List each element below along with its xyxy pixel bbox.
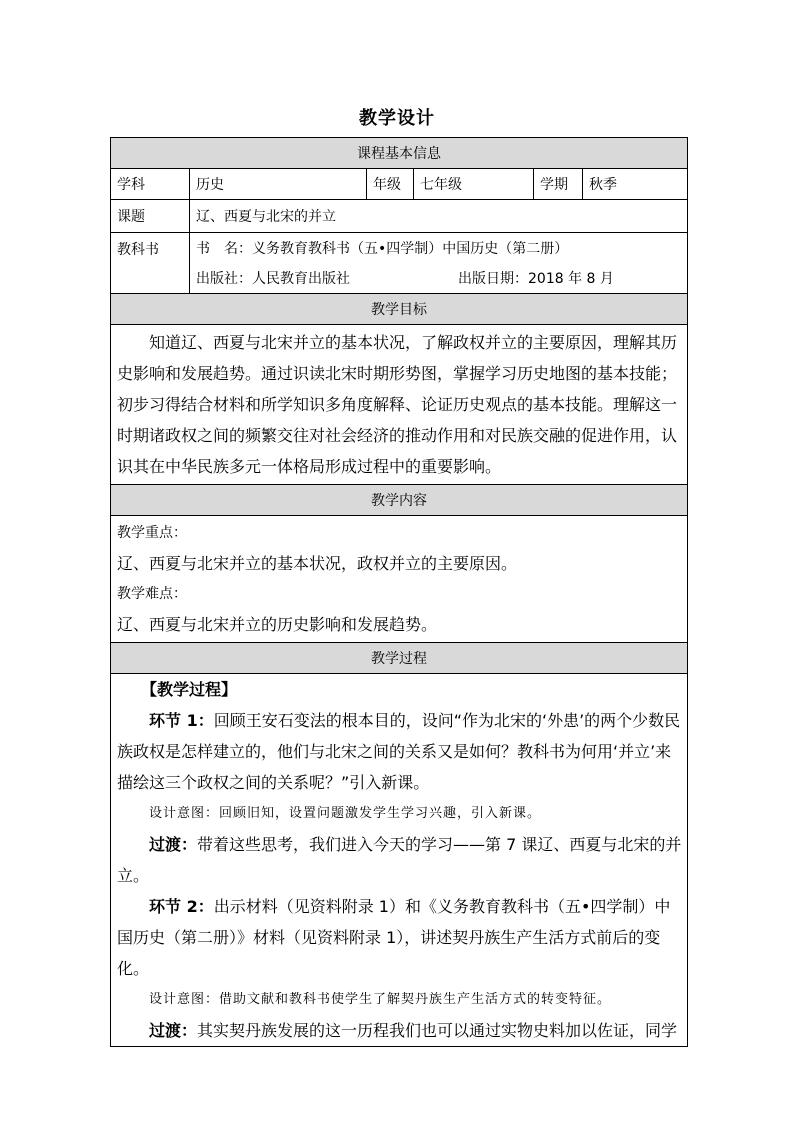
- subject-label: 学科: [111, 169, 190, 200]
- term-value: 秋季: [583, 169, 688, 200]
- textbook-details: [190, 233, 688, 294]
- page-title: 教学设计: [359, 108, 435, 129]
- textbook-label: 教科书: [111, 233, 190, 294]
- difficulty-text: 辽、西夏与北宋并立的历史影响和发展趋势。: [117, 615, 438, 634]
- transition1-label: 过渡：: [149, 835, 198, 854]
- step2-label: 环节 2：: [149, 897, 214, 916]
- key-points-label: 教学重点：: [117, 525, 187, 541]
- process-header: 教学过程: [111, 643, 688, 674]
- transition1-text: 带着这些思考，我们进入今天的学习——第 7 课辽、西夏与北宋的并立。: [117, 835, 682, 885]
- process-body: [111, 674, 688, 1047]
- transition2-label: 过渡：: [149, 1021, 198, 1040]
- book-name: 书 名：义务教育教科书（五•四学制）中国历史（第二册）: [196, 241, 569, 257]
- step1-text: 回顾王安石变法的根本目的，设问“作为北宋的‘外患’的两个少数民族政权是怎样建立的，他们与北宋之间的关系又是如何？教科书为何用‘并立’来描绘这三个政权之间的关系呢？”引入新课。: [117, 711, 681, 792]
- key-points-text: 辽、西夏与北宋并立的基本状况，政权并立的主要原因。: [117, 554, 518, 573]
- transition2-text: 其实契丹族发展的这一历程我们也可以通过实物史料加以佐证，同学: [197, 1021, 678, 1040]
- subject-value: 历史: [190, 169, 367, 200]
- step2-text: 出示材料（见资料附录 1）和《义务教育教科书（五•四学制）中国历史（第二册）》材料（见资料附录 1），讲述契丹族生产生活方式前后的变化。: [117, 897, 671, 978]
- basic-info-header: 课程基本信息: [111, 138, 688, 169]
- design-intent-2: 设计意图：借助文献和教科书使学生了解契丹族生产生活方式的转变特征。: [149, 992, 612, 1007]
- content-header: 教学内容: [111, 485, 688, 516]
- topic-label: 课题: [111, 200, 190, 233]
- objectives-header: 教学目标: [111, 294, 688, 325]
- content-body: [111, 516, 688, 643]
- step2-paragraph: [117, 891, 683, 984]
- objectives-text: 知道辽、西夏与北宋并立的基本状况，了解政权并立的主要原因，理解其历史影响和发展趋势。通过识读北宋时期形势图，掌握学习历史地图的基本技能；初步习得结合材料和所学知识多角度解释、论证历史观点的基本技能。理解这一时期诸政权之间的频繁交往对社会经济的推动作用和对民族交融的促进作用，认识其在中华民族多元一体格局形成过程中的重要影响。: [111, 325, 688, 485]
- lesson-plan-table: [110, 137, 688, 1047]
- step1-paragraph: [117, 705, 683, 798]
- publisher: 出版社：人民教育出版社: [196, 271, 350, 287]
- process-title: 【教学过程】: [141, 680, 238, 699]
- publication-date: 出版日期：2018 年 8 月: [458, 271, 614, 287]
- term-label: 学期: [534, 169, 583, 200]
- grade-label: 年级: [367, 169, 414, 200]
- design-intent-1: 设计意图：回顾旧知，设置问题激发学生学习兴趣，引入新课。: [149, 806, 542, 821]
- topic-value: 辽、西夏与北宋的并立: [190, 200, 688, 233]
- transition1-paragraph: [117, 829, 683, 891]
- difficulty-label: 教学难点：: [117, 586, 187, 602]
- transition2-paragraph: [117, 1015, 683, 1046]
- step1-label: 环节 1：: [149, 711, 214, 730]
- publisher-line: [196, 263, 681, 293]
- grade-value: 七年级: [414, 169, 534, 200]
